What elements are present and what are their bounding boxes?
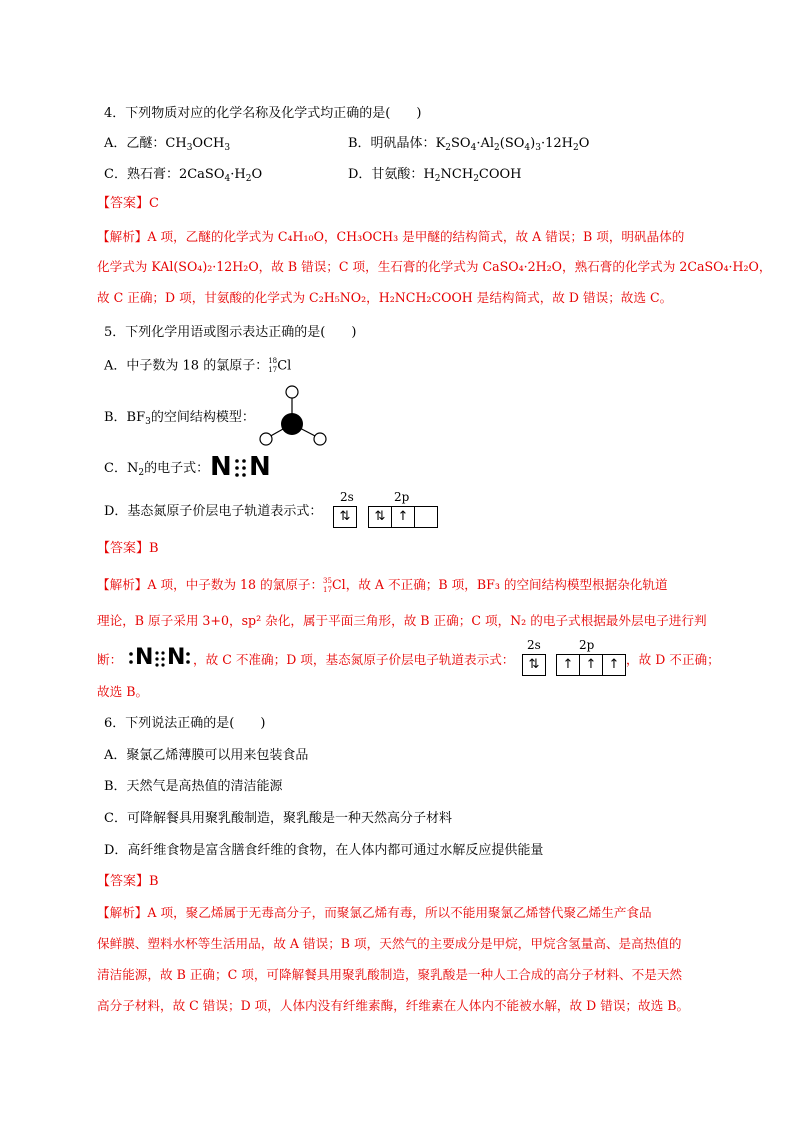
nuclide-notation: 35 17 <box>323 576 332 594</box>
q6-analysis-line2: 保鲜膜、塑料水杯等生活用品，故 A 错误；B 项，天然气的主要成分是甲烷，甲烷含氢量高、是高热值的 <box>97 936 682 951</box>
q5-answer: 【答案】B <box>97 541 159 556</box>
orbital-box-2s <box>333 506 357 528</box>
q5-analysis-line3-post: ，故 D 不正确； <box>626 652 720 667</box>
q4-analysis-line2: 化学式为 KAl(SO₄)₂·12H₂O，故 B 错误；C 项，生石膏的化学式为 CaSO₄·2H₂O，熟石膏的化学式为 2CaSO₄·H₂O， <box>97 259 772 274</box>
q5-analysis-line1: 【解析】A 项，中子数为 18 的氯原子： 35 17 Cl，故 A 不正确；B 项，BF₃ 的空间结构模型根据杂化轨道 <box>97 576 668 594</box>
q5-analysis-line3-pre: 断： <box>97 652 123 667</box>
q6-option-a: A．聚氯乙烯薄膜可以用来包装食品 <box>104 748 309 763</box>
q4-option-a: A．乙醚：$CH_3OCH_3$ <box>104 136 231 153</box>
orbital-cell: ⇅ <box>339 509 351 524</box>
q5-option-c: C．$N_2$的电子式： <box>104 461 210 478</box>
q4-option-c: C．熟石膏：$2CaSO_4\cdot H_2O$ <box>104 167 263 184</box>
q4-analysis-line1: 【解析】A 项，乙醚的化学式为 C₄H₁₀O，CH₃OCH₃ 是甲醚的结构简式，故 A 错误；B 项，明矾晶体的 <box>97 229 685 244</box>
q6-option-b: B．天然气是高热值的清洁能源 <box>104 779 283 794</box>
orbital-box-2p <box>368 506 438 528</box>
orbital-cell: ↑ <box>580 655 603 675</box>
orbital-cell: ↑ <box>608 657 620 672</box>
n2-electron-formula: N N <box>210 452 271 482</box>
q6-analysis-line3: 清洁能源，故 B 正确；C 项，可降解餐具用聚乳酸制造，聚乳酸是一种人工合成的高分子材料、不是天然 <box>97 967 683 982</box>
orbital-cell: ↑ <box>392 507 415 527</box>
q5-analysis-line3-mid: ，故 C 不准确；D 项，基态氮原子价层电子轨道表示式： <box>193 652 515 667</box>
orbital-label-2s-analysis: 2s <box>527 638 541 652</box>
orbital-cell: ↑ <box>557 655 580 675</box>
q4-analysis-line3: 故 C 正确；D 项，甘氨酸的化学式为 C₂H₅NO₂，H₂NCH₂COOH 是结构简式，故 D 错误；故选 C。 <box>97 290 673 305</box>
q6-option-d: D．高纤维食物是富含膳食纤维的食物，在人体内都可通过水解反应提供能量 <box>104 843 544 858</box>
q5-option-d: D．基态氮原子价层电子轨道表示式： <box>104 504 323 519</box>
orbital-label-2p-analysis: 2p <box>579 638 595 652</box>
q4-option-b: B．明矾晶体：$K_2SO_4\cdot Al_2(SO_4)_3\cdot 12H_2O$ <box>348 136 590 153</box>
q4-option-d: D．甘氨酸：$H_2NCH_2COOH$ <box>348 167 522 184</box>
q6-stem: 6．下列说法正确的是( ) <box>104 716 266 731</box>
q5-analysis-line4: 故选 B。 <box>97 684 149 699</box>
q4-stem: 4．下列物质对应的化学名称及化学式均正确的是( ) <box>104 106 422 121</box>
nuclide-notation: 18 17 <box>268 357 278 374</box>
orbital-box-2s-analysis <box>522 654 546 676</box>
n2-electron-formula-analysis: N N <box>128 644 198 672</box>
q5-option-b: B．$BF_3$的空间结构模型： <box>104 410 255 427</box>
q6-answer: 【答案】B <box>97 874 159 889</box>
orbital-label-2p: 2p <box>394 490 410 504</box>
q6-option-c: C．可降解餐具用聚乳酸制造，聚乳酸是一种天然高分子材料 <box>104 811 452 826</box>
q4-answer: 【答案】C <box>97 196 159 211</box>
q5-option-a: A．中子数为 18 的氯原子： 18 17 Cl <box>104 357 292 374</box>
bf3-model-diagram <box>255 382 331 446</box>
q6-analysis-line1: 【解析】A 项，聚乙烯属于无毒高分子，而聚氯乙烯有毒，所以不能用聚氯乙烯替代聚乙烯生产食品 <box>97 905 652 920</box>
q5-analysis-line2: 理论，B 原子采用 3+0，sp² 杂化，属于平面三角形，故 B 正确；C 项，N₂ 的电子式根据最外层电子进行判 <box>97 613 707 628</box>
q6-analysis-line4: 高分子材料，故 C 错误；D 项，人体内没有纤维素酶，纤维素在人体内不能被水解，故 D 错误；故选 B。 <box>97 998 690 1013</box>
orbital-label-2s: 2s <box>340 490 354 504</box>
orbital-cell: ⇅ <box>369 507 392 527</box>
q5-stem: 5．下列化学用语或图示表达正确的是( ) <box>104 325 357 340</box>
orbital-cell <box>415 507 437 527</box>
orbital-box-2p-analysis <box>556 654 626 676</box>
orbital-cell: ⇅ <box>528 657 540 672</box>
